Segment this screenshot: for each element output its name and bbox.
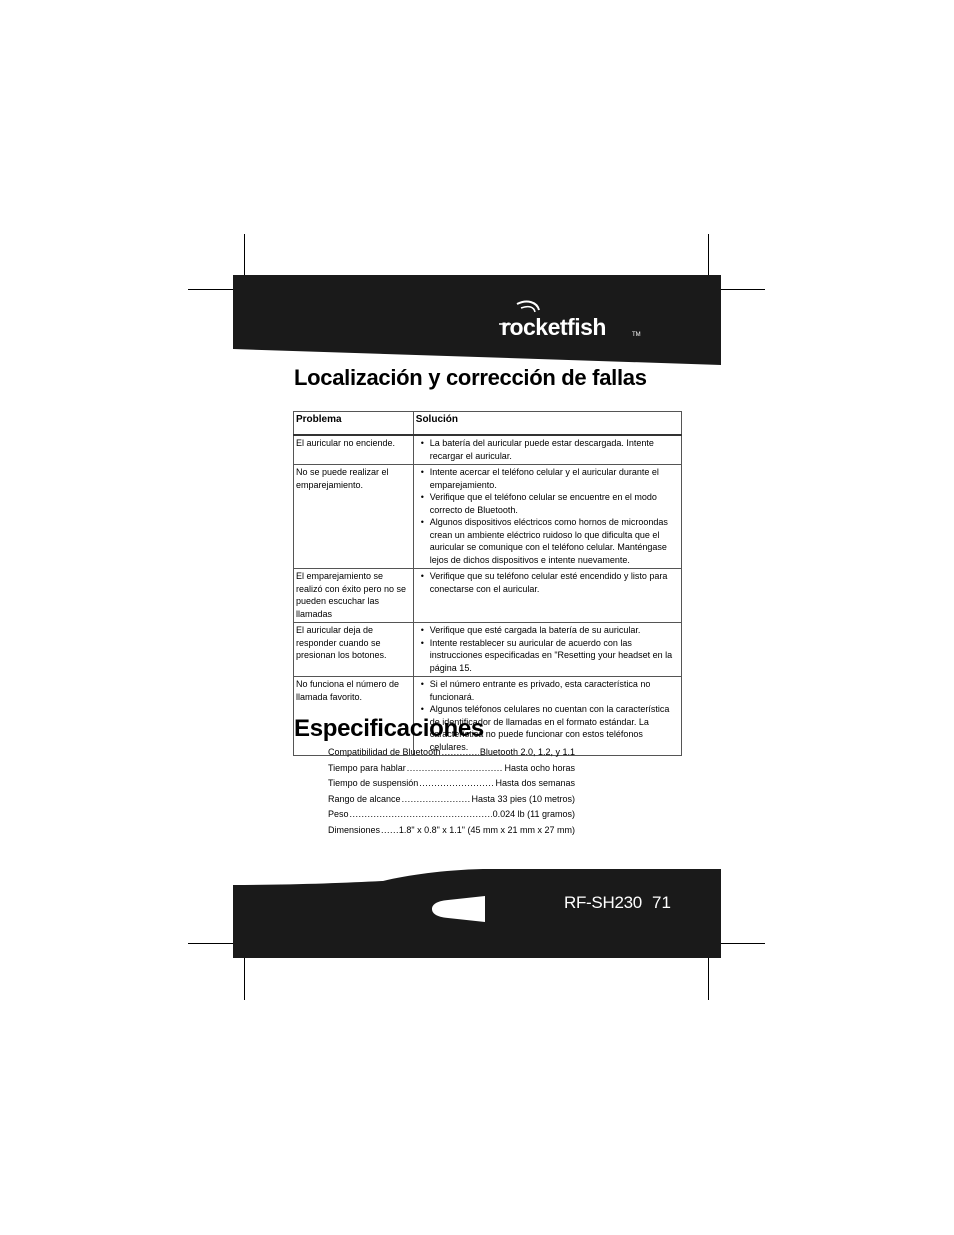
crop-mark-top-right-horizontal [721, 289, 765, 290]
table-row [294, 465, 682, 569]
table-header-row [294, 412, 682, 436]
spec-label: Rango de alcance [328, 793, 401, 804]
column-header-problem: Problema [294, 412, 414, 436]
spec-value: Hasta 33 pies (10 metros) [471, 793, 575, 804]
spec-row [328, 747, 575, 763]
solution-item: • Verifique que el teléfono celular se encuentre en el modo correcto de Bluetooth. [416, 491, 679, 516]
model-number: RF-SH230 [564, 893, 642, 912]
table-row [294, 435, 682, 465]
solution-cell [413, 465, 681, 569]
crop-mark-top-left-vertical [244, 234, 245, 276]
crop-mark-top-right-vertical [708, 234, 709, 276]
header-band [233, 275, 721, 365]
spec-row [328, 825, 575, 841]
solution-list [416, 570, 679, 595]
crop-mark-bottom-right-vertical [708, 958, 709, 1000]
spec-value: Bluetooth 2.0, 1.2, y 1.1 [479, 747, 575, 757]
crop-mark-bottom-right-horizontal [721, 943, 765, 944]
solution-cell [413, 569, 681, 623]
column-header-solution: Solución [413, 412, 681, 436]
solution-item: • Algunos dispositivos eléctricos como hornos de microondas crean un ambiente eléctrico ruidoso lo que dificulta que el auricular se comunique con el teléfono celular. Manténgase lejos de dichos dispositivos e intente nuevamente. [416, 516, 679, 566]
problem-cell: El emparejamiento se realizó con éxito pero no se pueden escuchar las llamadas [294, 569, 414, 623]
logo-trademark: TM [632, 332, 641, 338]
solution-list [416, 624, 679, 674]
spec-label: Peso [328, 809, 349, 820]
specifications-list [328, 747, 575, 841]
problem-cell: El auricular no enciende. [294, 435, 414, 465]
spec-label: Tiempo de suspensión [328, 778, 419, 789]
spec-label: Tiempo para hablar [328, 762, 406, 773]
spec-value: 1.8" x 0.8" x 1.1" (45 mm x 21 mm x 27 mm) [398, 824, 575, 835]
solution-cell [413, 435, 681, 465]
spec-label: Dimensiones [328, 824, 381, 835]
crop-mark-bottom-left-horizontal [188, 943, 233, 944]
spec-leader-dots [381, 825, 398, 835]
page-number: 71 [652, 893, 671, 912]
table-row [294, 623, 682, 677]
specifications-title: Especificaciones [294, 715, 484, 742]
spec-row [328, 809, 575, 825]
spec-value: Hasta dos semanas [495, 778, 575, 789]
logo-wordmark: rocketfish [501, 314, 606, 340]
solution-cell [413, 623, 681, 677]
solution-item: • La batería del auricular puede estar descargada. Intente recargar el auricular. [416, 437, 679, 462]
table-row [294, 569, 682, 623]
problem-cell: El auricular deja de responder cuando se presionan los botones. [294, 623, 414, 677]
spec-value: 0.024 lb (11 gramos) [492, 809, 575, 820]
spec-label: Compatibilidad de Bluetooth [328, 747, 441, 757]
spec-row [328, 778, 575, 794]
spec-leader-dots [402, 794, 471, 804]
solution-list [416, 437, 679, 462]
spec-row [328, 794, 575, 810]
troubleshooting-title: Localización y corrección de fallas [294, 365, 647, 390]
spec-leader-dots [419, 778, 494, 788]
solution-item: • Si el número entrante es privado, esta característica no funcionará. [416, 678, 679, 703]
crop-mark-top-left-horizontal [188, 289, 233, 290]
solution-list [416, 466, 679, 566]
spec-value: Hasta ocho horas [504, 762, 575, 773]
solution-item: • Intente acercar el teléfono celular y el auricular durante el emparejamiento. [416, 466, 679, 491]
solution-item: • Algunos teléfonos celulares no cuentan con la característica de identificador de llamadas en el formato estándar. La característica no puede funcionar con estos teléfonos celulares. [416, 703, 679, 753]
spec-leader-dots [350, 809, 492, 819]
spec-row [328, 763, 575, 779]
footer-band [233, 869, 721, 958]
troubleshooting-table [293, 411, 682, 756]
spec-leader-dots [442, 747, 479, 757]
problem-cell: No se puede realizar el emparejamiento. [294, 465, 414, 569]
spec-leader-dots [407, 763, 504, 773]
crop-mark-bottom-left-vertical [244, 958, 245, 1000]
problem-cell: No funciona el número de llamada favorito. [294, 677, 414, 756]
solution-item: • Verifique que esté cargada la batería de su auricular. [416, 624, 679, 637]
solution-item: • Verifique que su teléfono celular esté encendido y listo para conectarse con el auricular. [416, 570, 679, 595]
solution-item: • Intente restablecer su auricular de acuerdo con las instrucciones especificadas en "Resetting your headset en la página 15. [416, 637, 679, 675]
